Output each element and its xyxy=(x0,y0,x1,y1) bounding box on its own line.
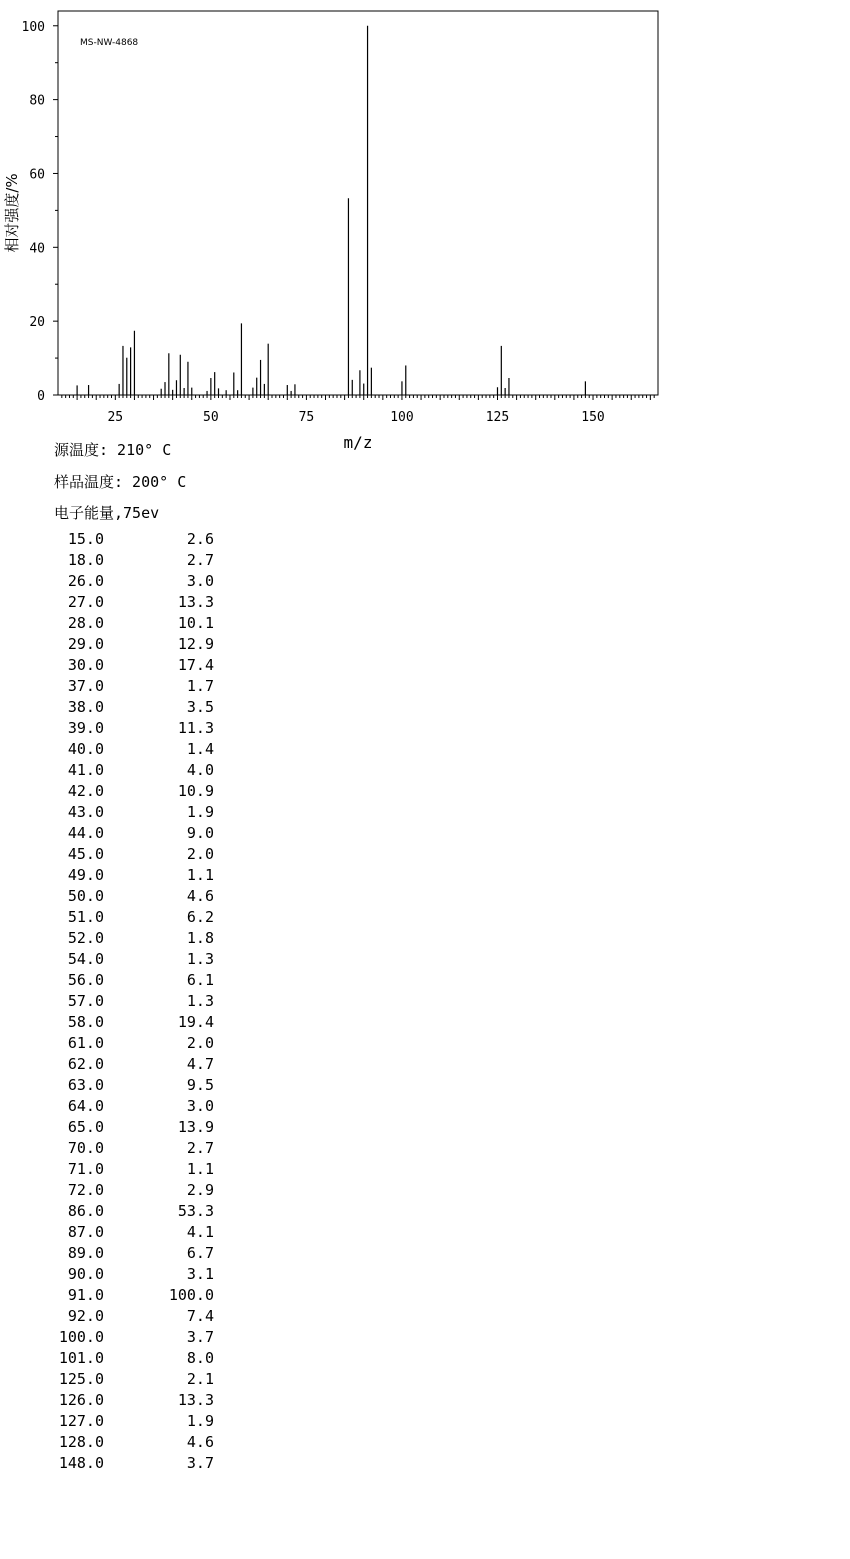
table-row xyxy=(46,1411,214,1432)
peak-mz: 127.0 xyxy=(58,1412,104,1430)
peak-mz: 50.0 xyxy=(67,887,104,905)
table-row xyxy=(46,1138,214,1159)
peak-mz: 43.0 xyxy=(67,803,104,821)
peak-bars xyxy=(77,26,585,395)
peak-intensity: 3.1 xyxy=(186,1265,214,1283)
table-row xyxy=(46,1159,214,1180)
peak-intensity: 100.0 xyxy=(168,1286,214,1304)
x-tick-label: 75 xyxy=(298,410,315,425)
peak-mz: 40.0 xyxy=(67,740,104,758)
peak-mz: 27.0 xyxy=(67,593,104,611)
peak-intensity: 13.3 xyxy=(177,1391,214,1409)
peak-table xyxy=(46,529,214,1474)
y-tick-label: 40 xyxy=(29,241,45,257)
table-row xyxy=(46,550,214,571)
peak-intensity: 2.7 xyxy=(186,1139,214,1157)
y-tick-label: 80 xyxy=(29,93,45,109)
table-row xyxy=(46,991,214,1012)
peak-intensity: 8.0 xyxy=(186,1349,214,1367)
peak-mz: 18.0 xyxy=(67,551,104,569)
spectrum-id: MS-NW-4868 xyxy=(80,38,139,48)
table-row xyxy=(46,1327,214,1348)
peak-intensity: 17.4 xyxy=(177,656,214,674)
table-row xyxy=(46,886,214,907)
y-tick-label: 60 xyxy=(29,167,45,183)
table-row xyxy=(46,1369,214,1390)
y-tick-label: 20 xyxy=(29,315,45,331)
peak-intensity: 4.7 xyxy=(186,1055,214,1073)
table-row xyxy=(46,844,214,865)
table-row xyxy=(46,1096,214,1117)
table-row xyxy=(46,760,214,781)
peak-intensity: 1.8 xyxy=(186,929,214,947)
table-row xyxy=(46,781,214,802)
peak-mz: 92.0 xyxy=(67,1307,104,1325)
peak-mz: 37.0 xyxy=(67,677,104,695)
table-row xyxy=(46,1075,214,1096)
mass-spectrum-chart xyxy=(0,0,850,460)
peak-intensity: 4.6 xyxy=(186,1433,214,1451)
peak-intensity: 2.9 xyxy=(186,1181,214,1199)
sample-temperature: 样品温度: 200° C xyxy=(54,473,187,491)
peak-intensity: 1.1 xyxy=(186,1160,214,1178)
source-temperature: 源温度: 210° C xyxy=(54,441,172,459)
peak-intensity: 3.7 xyxy=(186,1454,214,1472)
table-row xyxy=(46,1243,214,1264)
x-axis-label: m/z xyxy=(343,433,373,452)
peak-mz: 126.0 xyxy=(58,1391,104,1409)
peak-intensity: 1.9 xyxy=(186,803,214,821)
table-row xyxy=(46,718,214,739)
peak-mz: 86.0 xyxy=(67,1202,104,1220)
peak-intensity: 1.4 xyxy=(186,740,214,758)
table-row xyxy=(46,1432,214,1453)
x-tick-label: 25 xyxy=(107,410,124,425)
table-row xyxy=(46,634,214,655)
peak-intensity: 3.7 xyxy=(186,1328,214,1346)
table-row xyxy=(46,1201,214,1222)
table-row xyxy=(46,1348,214,1369)
table-row xyxy=(46,529,214,550)
table-row xyxy=(46,739,214,760)
peak-mz: 56.0 xyxy=(67,971,104,989)
peak-intensity: 11.3 xyxy=(177,719,214,737)
peak-intensity: 12.9 xyxy=(177,635,214,653)
peak-mz: 61.0 xyxy=(67,1034,104,1052)
peak-mz: 72.0 xyxy=(67,1181,104,1199)
peak-intensity: 6.1 xyxy=(186,971,214,989)
peak-intensity: 13.9 xyxy=(177,1118,214,1136)
peak-mz: 65.0 xyxy=(67,1118,104,1136)
peak-mz: 41.0 xyxy=(67,761,104,779)
table-row xyxy=(46,1264,214,1285)
table-row xyxy=(46,1453,214,1474)
peak-intensity: 53.3 xyxy=(177,1202,214,1220)
peak-mz: 64.0 xyxy=(67,1097,104,1115)
peak-mz: 28.0 xyxy=(67,614,104,632)
table-row xyxy=(46,1306,214,1327)
table-row xyxy=(46,1117,214,1138)
peak-intensity: 4.1 xyxy=(186,1223,214,1241)
peak-mz: 90.0 xyxy=(67,1265,104,1283)
peak-intensity: 1.1 xyxy=(186,866,214,884)
peak-intensity: 1.3 xyxy=(186,950,214,968)
peak-mz: 30.0 xyxy=(67,656,104,674)
table-row xyxy=(46,865,214,886)
table-row xyxy=(46,1222,214,1243)
peak-mz: 49.0 xyxy=(67,866,104,884)
table-row xyxy=(46,823,214,844)
peak-mz: 128.0 xyxy=(58,1433,104,1451)
peak-intensity: 9.0 xyxy=(186,824,214,842)
peak-intensity: 1.3 xyxy=(186,992,214,1010)
table-row xyxy=(46,697,214,718)
table-row xyxy=(46,1033,214,1054)
peak-intensity: 6.2 xyxy=(186,908,214,926)
x-tick-label: 125 xyxy=(485,410,510,425)
peak-intensity: 2.6 xyxy=(186,530,214,548)
peak-intensity: 9.5 xyxy=(186,1076,214,1094)
peak-mz: 57.0 xyxy=(67,992,104,1010)
peak-intensity: 1.7 xyxy=(186,677,214,695)
table-row xyxy=(46,1054,214,1075)
peak-mz: 42.0 xyxy=(67,782,104,800)
table-row xyxy=(46,907,214,928)
peak-intensity: 4.6 xyxy=(186,887,214,905)
table-row xyxy=(46,802,214,823)
peak-intensity: 2.0 xyxy=(186,1034,214,1052)
y-tick-label: 100 xyxy=(21,19,45,35)
peak-mz: 125.0 xyxy=(58,1370,104,1388)
peak-intensity: 2.7 xyxy=(186,551,214,569)
peak-mz: 71.0 xyxy=(67,1160,104,1178)
peak-mz: 91.0 xyxy=(67,1286,104,1304)
table-row xyxy=(46,1285,214,1306)
x-axis xyxy=(62,395,654,425)
plot-frame xyxy=(58,11,658,395)
peak-intensity: 2.1 xyxy=(186,1370,214,1388)
peak-intensity: 7.4 xyxy=(186,1307,214,1325)
table-row xyxy=(46,655,214,676)
peak-intensity: 3.5 xyxy=(186,698,214,716)
peak-mz: 58.0 xyxy=(67,1013,104,1031)
peak-mz: 15.0 xyxy=(67,530,104,548)
y-axis xyxy=(22,20,58,404)
peak-intensity: 19.4 xyxy=(177,1013,214,1031)
peak-intensity: 2.0 xyxy=(186,845,214,863)
peak-mz: 100.0 xyxy=(58,1328,104,1346)
table-row xyxy=(46,1180,214,1201)
peak-mz: 54.0 xyxy=(67,950,104,968)
peak-mz: 70.0 xyxy=(67,1139,104,1157)
y-tick-label: 0 xyxy=(37,389,45,404)
peak-mz: 44.0 xyxy=(67,824,104,842)
peak-mz: 38.0 xyxy=(67,698,104,716)
peak-intensity: 6.7 xyxy=(186,1244,214,1262)
table-row xyxy=(46,1390,214,1411)
peak-mz: 101.0 xyxy=(58,1349,104,1367)
peak-mz: 51.0 xyxy=(67,908,104,926)
table-row xyxy=(46,928,214,949)
peak-mz: 45.0 xyxy=(67,845,104,863)
peak-mz: 89.0 xyxy=(67,1244,104,1262)
peak-intensity: 1.9 xyxy=(186,1412,214,1430)
x-tick-label: 50 xyxy=(203,410,219,425)
peak-mz: 63.0 xyxy=(67,1076,104,1094)
x-tick-label: 100 xyxy=(390,410,414,425)
peak-intensity: 10.9 xyxy=(177,782,214,800)
peak-intensity: 3.0 xyxy=(186,1097,214,1115)
table-row xyxy=(46,970,214,991)
x-tick-label: 150 xyxy=(581,410,605,425)
peak-mz: 148.0 xyxy=(58,1454,104,1472)
peak-intensity: 4.0 xyxy=(186,761,214,779)
peak-mz: 62.0 xyxy=(67,1055,104,1073)
electron-energy: 电子能量,75ev xyxy=(54,504,160,522)
table-row xyxy=(46,676,214,697)
y-axis-label: 相对强度/% xyxy=(3,173,21,253)
peak-mz: 87.0 xyxy=(67,1223,104,1241)
table-row xyxy=(46,1012,214,1033)
peak-mz: 26.0 xyxy=(67,572,104,590)
table-row xyxy=(46,613,214,634)
table-row xyxy=(46,949,214,970)
peak-mz: 39.0 xyxy=(67,719,104,737)
peak-intensity: 10.1 xyxy=(177,614,214,632)
peak-intensity: 3.0 xyxy=(186,572,214,590)
table-row xyxy=(46,592,214,613)
peak-mz: 52.0 xyxy=(67,929,104,947)
peak-intensity: 13.3 xyxy=(177,593,214,611)
peak-mz: 29.0 xyxy=(67,635,104,653)
table-row xyxy=(46,571,214,592)
